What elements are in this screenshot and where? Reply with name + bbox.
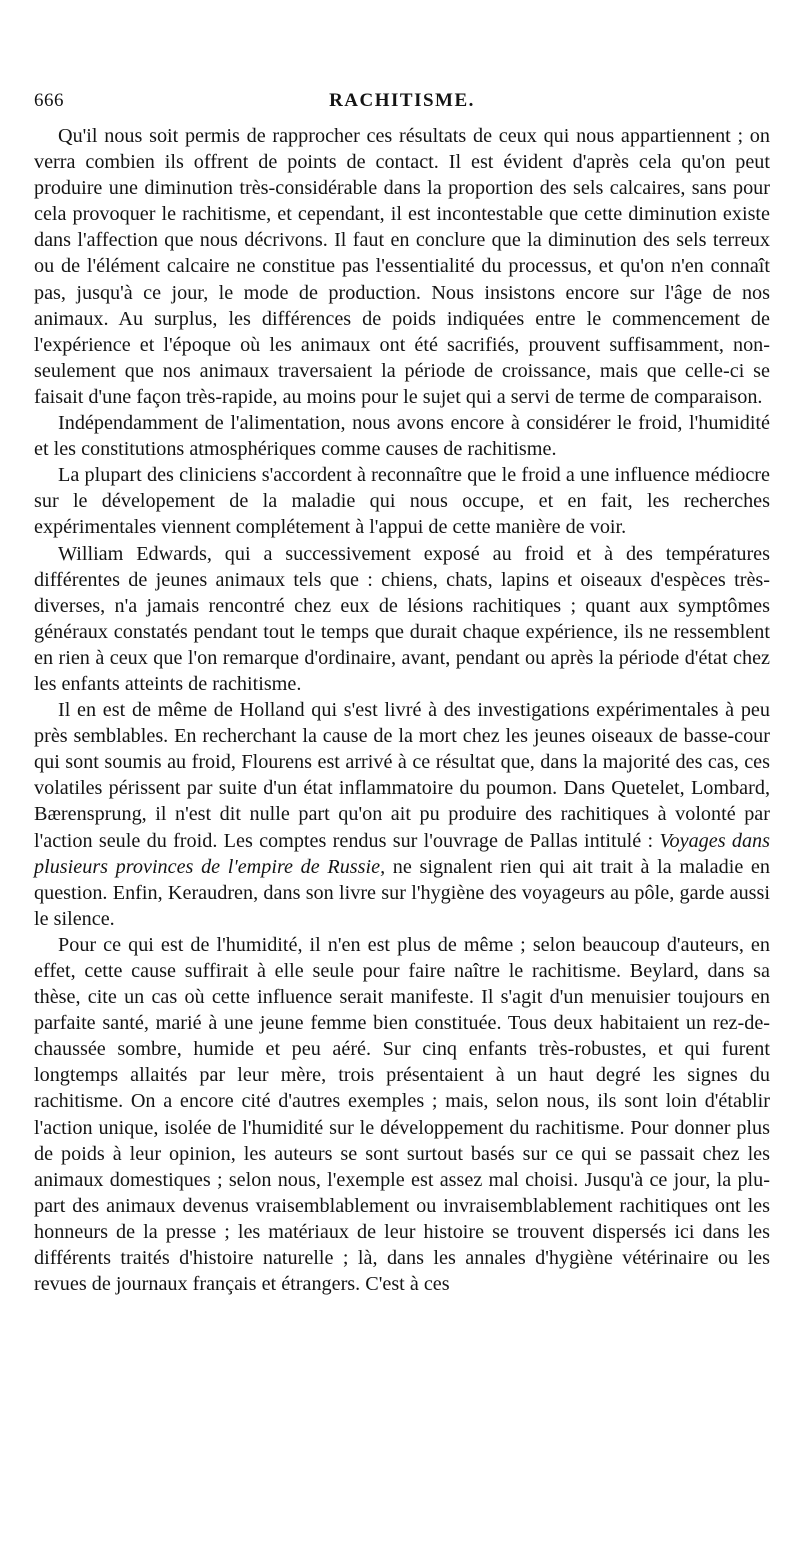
paragraph-other-causes: Indépendamment de l'alimentation, nous avons encore à considérer le froid, l'humidité et les constitutions atmosphériques comme causes de rachitisme. [34,412,770,461]
page-number: 666 [34,90,64,111]
paragraph-holland-flourens [34,697,770,932]
pallas-book-title: Voyages dans plusieurs provinces de l'empire de Russie, [34,829,771,878]
page-header [34,90,770,114]
paragraph-comparison-results: Qu'il nous soit permis de rapprocher ces résultats de ceux qui nous appartiennent ; on verra combien ils offrent de points de contact. Il est évident d'après cela qu'on peut produire une diminution très-considérable dans la proportion des sels calcaires, sans pour cela provoquer le rachitisme, et cependant, il est incontestable que cette diminution existe dans l'affection que nous décrivons. Il faut en conclure que la diminution des sels terreux ou de l'élément calcaire ne constitue pas l'essentialité du processus, et qu'on n'en connaît pas, jusqu'à ce jour, le mode de production. Nous insistons encore sur l'âge de nos animaux. Au surplus, les différences de poids indiquées entre le commencement de l'expérience et l'époque où les animaux ont été sacrifiés, prouvent suffisamment, non-seulement que nos animaux traversaient la période de croissance, mais que celle-ci se faisait d'une façon très-rapide, au moins pour le sujet qui a servi de terme de comparaison. [34,125,770,408]
running-title: RACHITISME. [329,90,475,111]
paragraph-cold-influence: La plupart des cliniciens s'accordent à reconnaître que le froid a une influence médiocre sur le dévelopement de la maladie qui nous occupe, et en fait, les recherches expérimentales viennent complétement à l'appui de cette manière de voir. [34,464,770,539]
body-text [34,123,770,1297]
holland-text-after: ne signalent rien qui ait trait à la maladie en question. Enfin, Keraudren, dans son livre sur l'hygiène des voyageurs au pôle, garde aussi le silence. [34,855,770,930]
holland-text-before: Il en est de même de Holland qui s'est livré à des investigations expérimentales à peu près semblables. En recherchant la cause de la mort chez les jeunes oiseaux de basse-cour qui sont soumis au froid, Flourens est arrivé à ce résultat que, dans la majorité des cas, ces volatiles périssent par suite d'un état inflammatoire du poumon. Dans Quetelet, Lombard, Bærensprung, il n'est dit nulle part qu'on ait pu produire des rachitiques à volonté par l'action seule du froid. Les comptes rendus sur l'ouvrage de Pallas intitulé : [34,699,770,852]
paragraph-william-edwards: William Edwards, qui a successivement exposé au froid et à des températures différentes de jeunes animaux tels que : chiens, chats, lapins et oiseaux d'espèces très-diverses, n'a jamais rencontré chez eux de lésions rachitiques ; quant aux symptômes généraux constatés pendant tout le temps que durait chaque expérience, ils ne ressemblent en rien à ceux que l'on remarque d'ordinaire, avant, pendant ou après la période d'état chez les enfants atteints de rachitisme. [34,542,770,695]
paragraph-humidity: Pour ce qui est de l'humidité, il n'en est plus de même ; selon beaucoup d'auteurs, en effet, cette cause suffirait à elle seule pour faire naître le rachitisme. Beylard, dans sa thèse, cite un cas où cette influence serait manifeste. Il s'agit d'un menuisier toujours en parfaite santé, marié à une jeune femme bien constituée. Tous deux habitaient un rez-de-chaussée sombre, humide et peu aéré. Sur cinq enfants très-robustes, et qui furent longtemps allaités par leur mère, trois présentaient à un haut degré les signes du rachitisme. On a encore cité d'autres exemples ; mais, selon nous, ils sont loin d'établir l'action unique, isolée de l'humidité sur le développement du rachitisme. Pour donner plus de poids à leur opinion, les auteurs se sont surtout basés sur ce qui se passait chez les animaux domestiques ; selon nous, l'exemple est assez mal choisi. Jusqu'à ce jour, la plupart des animaux devenus vraisemblablement ou invraisemblablement rachitiques ont les honneurs de la presse ; les matériaux de leur histoire se trouvent dispersés ici dans les différents traités d'histoire naturelle ; là, dans les annales d'hygiène vétérinaire ou les revues de journaux français et étrangers. C'est à ces [34,933,770,1296]
